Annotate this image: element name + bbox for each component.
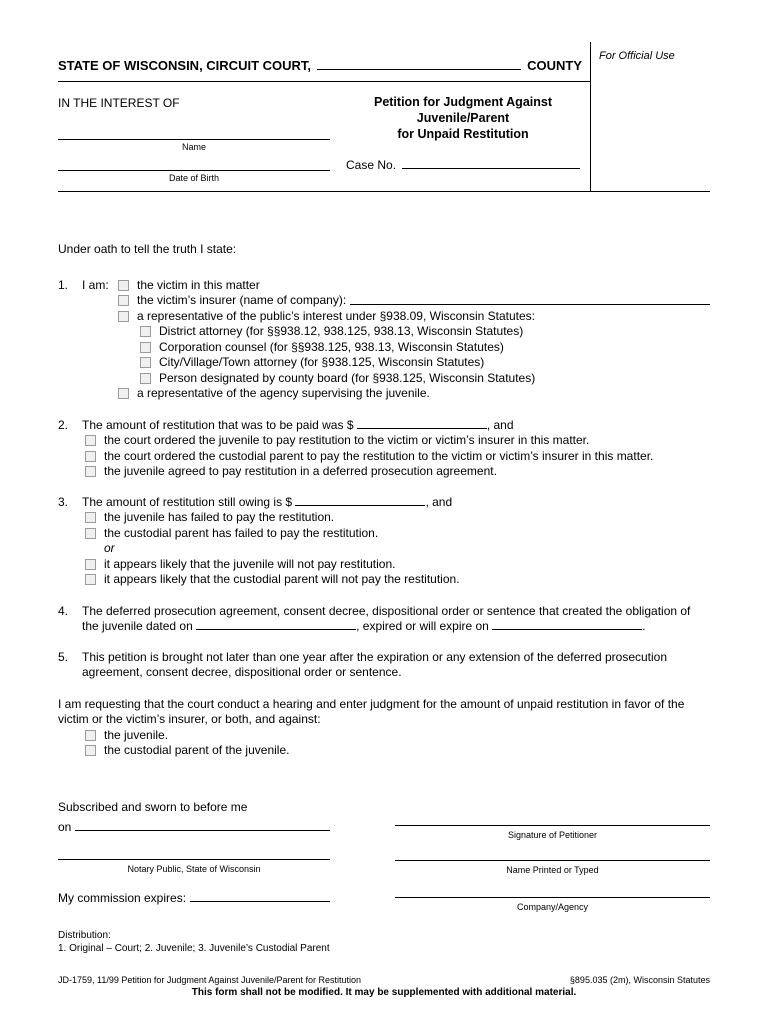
option-against-parent-label: the custodial parent of the juvenile. <box>104 743 290 757</box>
item-3-lead <box>82 495 710 511</box>
court-caption-prefix: STATE OF WISCONSIN, CIRCUIT COURT, <box>58 58 312 73</box>
commission-expiry-field[interactable] <box>190 890 330 902</box>
option-insurer-row <box>118 293 710 309</box>
item-1-body <box>82 278 710 402</box>
on-label: on <box>58 820 72 834</box>
option-insurer-label: the victim’s insurer (name of company): <box>137 293 347 307</box>
checkbox-parent-will-not-pay[interactable] <box>85 574 96 585</box>
item-1 <box>58 278 710 402</box>
court-caption-row <box>58 42 590 82</box>
item-3-text: The amount of restitution still owing is $ <box>82 494 293 509</box>
case-no-field[interactable] <box>402 158 580 169</box>
item-5-number: 5. <box>58 649 69 664</box>
option-public-interest-row <box>118 309 710 325</box>
oath-statement: Under oath to tell the truth I state: <box>58 242 237 256</box>
sworn-date-field[interactable] <box>75 819 330 831</box>
company-agency-label: Company/Agency <box>516 901 589 912</box>
dob-field-label: Date of Birth <box>168 173 220 183</box>
item-2-body <box>82 418 710 480</box>
option-ordered-juvenile-label: the court ordered the juvenile to pay restitution to the victim or victim’s insurer in this matter. <box>104 433 590 447</box>
signature-section <box>58 800 710 916</box>
checkbox-juvenile-will-not-pay[interactable] <box>85 559 96 570</box>
form-title <box>346 94 580 142</box>
name-field[interactable] <box>58 110 330 140</box>
commission-label: My commission expires: <box>58 891 187 905</box>
option-ordered-parent-row <box>85 449 710 465</box>
item-3 <box>58 495 710 588</box>
petitioner-column <box>395 800 710 916</box>
checkbox-juvenile-failed[interactable] <box>85 512 96 523</box>
option-parent-will-not-pay-row <box>85 572 710 588</box>
dated-on-field[interactable] <box>196 619 356 630</box>
official-use-box <box>590 42 710 191</box>
option-corporation-counsel-label: Corporation counsel (for §§938.125, 938.13, Wisconsin Statutes) <box>159 339 504 354</box>
sworn-date-row <box>58 819 330 836</box>
caption-columns <box>58 82 590 191</box>
option-city-attorney-row <box>140 355 710 371</box>
item-4 <box>58 604 710 635</box>
checkbox-insurer[interactable] <box>118 295 129 306</box>
party-caption <box>58 82 330 183</box>
option-county-board-label: Person designated by county board (for §938.125, Wisconsin Statutes) <box>159 370 536 385</box>
petitioner-signature-label: Signature of Petitioner <box>507 829 598 840</box>
header-caption <box>58 42 590 191</box>
checkbox-city-attorney[interactable] <box>140 357 151 368</box>
expire-on-field[interactable] <box>492 619 642 630</box>
option-against-juvenile-label: the juvenile. <box>104 727 169 742</box>
county-field[interactable] <box>317 59 521 70</box>
notary-label: Notary Public, State of Wisconsin <box>127 863 261 874</box>
option-city-attorney-label: City/Village/Town attorney (for §938.125, Wisconsin Statutes) <box>159 355 485 369</box>
distribution-line: 1. Original – Court; 2. Juvenile; 3. Juvenile’s Custodial Parent <box>58 943 330 954</box>
checkbox-agreed-deferred[interactable] <box>85 466 96 477</box>
amount-owing-field[interactable] <box>295 495 425 506</box>
option-parent-will-not-pay-label: it appears likely that the custodial parent will not pay the restitution. <box>104 572 460 586</box>
option-juvenile-failed-row <box>85 510 710 526</box>
petitioner-signature-field[interactable] <box>395 800 710 826</box>
option-victim-label: the victim in this matter <box>137 277 260 292</box>
insurer-company-field[interactable] <box>350 294 710 305</box>
item-3-text-after: , and <box>425 494 453 509</box>
option-victim-row <box>82 278 710 294</box>
item-2-lead <box>82 418 710 434</box>
item-4-number: 4. <box>58 603 69 618</box>
court-caption-suffix: COUNTY <box>527 58 582 73</box>
option-district-attorney-label: District attorney (for §§938.12, 938.125, 938.13, Wisconsin Statutes) <box>159 324 524 338</box>
commission-row <box>58 890 330 907</box>
item-5-text: This petition is brought not later than one year after the expiration or any extension of the deferred prosecution agreement, consent decree, dispositional order or sentence. <box>82 649 668 679</box>
item-2-text-after: , and <box>486 417 514 432</box>
name-field-label: Name <box>181 142 206 152</box>
option-agreed-deferred-label: the juvenile agreed to pay restitution in a deferred prosecution agreement. <box>104 464 497 478</box>
option-against-parent-row <box>85 743 710 759</box>
checkbox-public-interest[interactable] <box>118 311 129 322</box>
or-separator: or <box>104 541 115 555</box>
form-body <box>58 242 710 955</box>
item-3-number: 3. <box>58 494 69 509</box>
checkbox-county-board[interactable] <box>140 373 151 384</box>
checkbox-corporation-counsel[interactable] <box>140 342 151 353</box>
option-against-juvenile-row <box>85 728 710 744</box>
form-footer <box>58 975 710 998</box>
notary-column <box>58 800 330 916</box>
item-2-number: 2. <box>58 417 69 432</box>
case-no-label: Case No. <box>346 158 397 172</box>
option-district-attorney-row <box>140 324 710 340</box>
amount-paid-field[interactable] <box>357 418 487 429</box>
option-ordered-parent-label: the court ordered the custodial parent to pay the restitution to the victim or victim’s insurer in this matter. <box>104 448 654 463</box>
official-use-label: For Official Use <box>599 50 675 62</box>
statute-reference: §895.035 (2m), Wisconsin Statutes <box>569 975 710 985</box>
option-corporation-counsel-row <box>140 340 710 356</box>
item-4-text <box>82 604 710 635</box>
item-2-text: The amount of restitution that was to be paid was $ <box>82 417 354 432</box>
checkbox-agency[interactable] <box>118 388 129 399</box>
item-3-body <box>82 495 710 588</box>
request-paragraph: I am requesting that the court conduct a hearing and enter judgment for the amount of unpaid restitution in favor of the victim or the victim’s insurer, or both, and against: <box>58 696 685 726</box>
form-title-line2: Juvenile/Parent <box>416 111 510 125</box>
dob-field[interactable] <box>58 152 330 171</box>
item-4-text-1: The deferred prosecution agreement, consent decree, dispositional order or sentence that created the obligation of the juvenile dated on <box>82 603 691 633</box>
name-printed-field[interactable] <box>395 843 710 861</box>
checkbox-victim[interactable] <box>118 280 129 291</box>
option-ordered-juvenile-row <box>85 433 710 449</box>
in-interest-of-label: IN THE INTEREST OF <box>58 96 180 110</box>
distribution-section <box>58 929 710 955</box>
form-header <box>58 42 710 192</box>
checkbox-ordered-juvenile[interactable] <box>85 435 96 446</box>
i-am-label: I am: <box>82 277 109 292</box>
modification-notice: This form shall not be modified. It may be supplemented with additional material. <box>191 987 577 998</box>
checkbox-district-attorney[interactable] <box>140 326 151 337</box>
notary-signature-field[interactable] <box>58 836 330 860</box>
option-agency-label: a representative of the agency supervising the juvenile. <box>137 386 430 400</box>
title-caption <box>330 82 590 183</box>
option-parent-failed-row <box>85 526 710 542</box>
item-4-text-2: , expired or will expire on <box>356 619 489 633</box>
company-agency-field[interactable] <box>395 879 710 898</box>
checkbox-ordered-parent[interactable] <box>85 451 96 462</box>
checkbox-parent-failed[interactable] <box>85 528 96 539</box>
option-county-board-row <box>140 371 710 387</box>
option-public-interest-label: a representative of the public’s interest under §938.09, Wisconsin Statutes: <box>137 308 536 323</box>
item-2 <box>58 418 710 480</box>
checkbox-against-parent[interactable] <box>85 745 96 756</box>
option-juvenile-failed-label: the juvenile has failed to pay the restitution. <box>104 510 335 524</box>
footer-row <box>58 975 710 985</box>
form-number: JD-1759, 11/99 Petition for Judgment Against Juvenile/Parent for Restitution <box>58 975 362 985</box>
name-printed-label: Name Printed or Typed <box>506 865 599 875</box>
distribution-title: Distribution: <box>58 930 111 941</box>
form-title-line3: for Unpaid Restitution <box>397 127 529 141</box>
item-1-number: 1. <box>58 277 69 292</box>
case-number-row <box>346 158 580 172</box>
subscribed-text: Subscribed and sworn to before me <box>58 799 248 814</box>
option-parent-failed-label: the custodial parent has failed to pay the restitution. <box>104 525 379 540</box>
form-title-line1: Petition for Judgment Against <box>373 95 552 109</box>
option-juvenile-will-not-pay-row <box>85 557 710 573</box>
item-5 <box>58 650 710 681</box>
option-agency-row <box>118 386 710 402</box>
option-juvenile-will-not-pay-label: it appears likely that the juvenile will not pay restitution. <box>104 556 396 571</box>
option-agreed-deferred-row <box>85 464 710 480</box>
checkbox-against-juvenile[interactable] <box>85 730 96 741</box>
item-4-text-3: . <box>642 619 646 633</box>
